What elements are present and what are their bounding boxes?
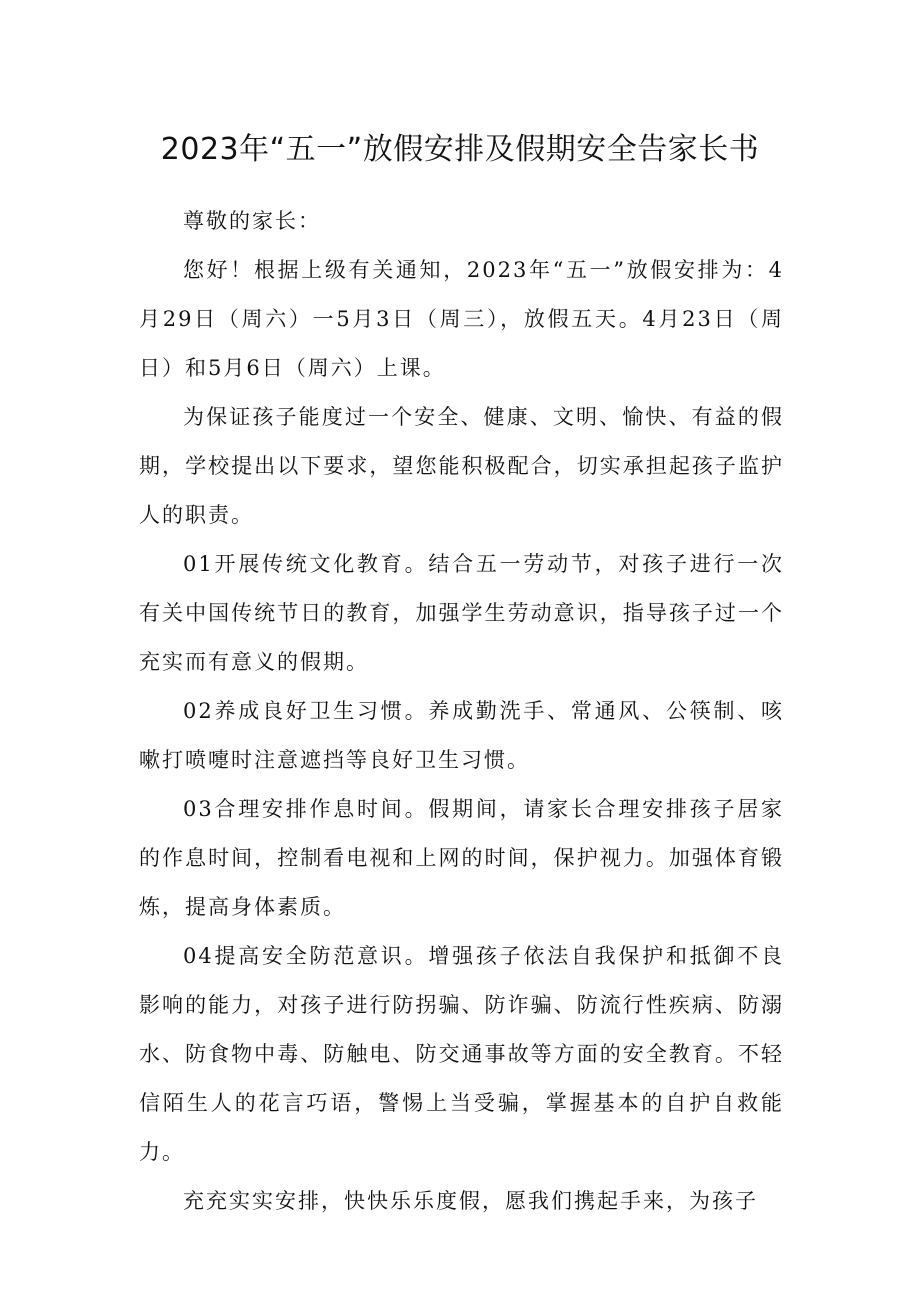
salutation: 尊敬的家长： (183, 209, 321, 233)
paragraph-closing: 充充实实安排，快快乐乐度假，愿我们携起手来，为孩子 (183, 1189, 758, 1213)
document-title: 2023年“五一”放假安排及假期安全告家长书 (160, 132, 760, 167)
paragraph-item-02: 02养成良好卫生习惯。养成勤洗手、常通风、公筷制、咳嗽打喷嚏时注意遮挡等良好卫生习惯。 (139, 699, 784, 772)
document-body (139, 197, 784, 1226)
paragraph-requirements-intro: 为保证孩子能度过一个安全、健康、文明、愉快、有益的假期，学校提出以下要求，望您能积极配合，切实承担起孩子监护人的职责。 (139, 405, 784, 527)
paragraph-item-04: 04提高安全防范意识。增强孩子依法自我保护和抵御不良影响的能力，对孩子进行防拐骗、防诈骗、防流行性疾病、防溺水、防食物中毒、防触电、防交通事故等方面的安全教育。不轻信陌生人的花言巧语，警惕上当受骗，掌握基本的自护自救能力。 (139, 944, 784, 1164)
paragraph-holiday-schedule: 您好！根据上级有关通知，2023年“五一”放假安排为：4月29日（周六）一5月3日（周三），放假五天。4月23日（周日）和5月6日（周六）上课。 (139, 258, 784, 380)
paragraph-item-01: 01开展传统文化教育。结合五一劳动节，对孩子进行一次有关中国传统节日的教育，加强学生劳动意识，指导孩子过一个充实而有意义的假期。 (139, 552, 784, 674)
paragraph-item-03: 03合理安排作息时间。假期间，请家长合理安排孩子居家的作息时间，控制看电视和上网的时间，保护视力。加强体育锻炼，提高身体素质。 (139, 797, 784, 919)
